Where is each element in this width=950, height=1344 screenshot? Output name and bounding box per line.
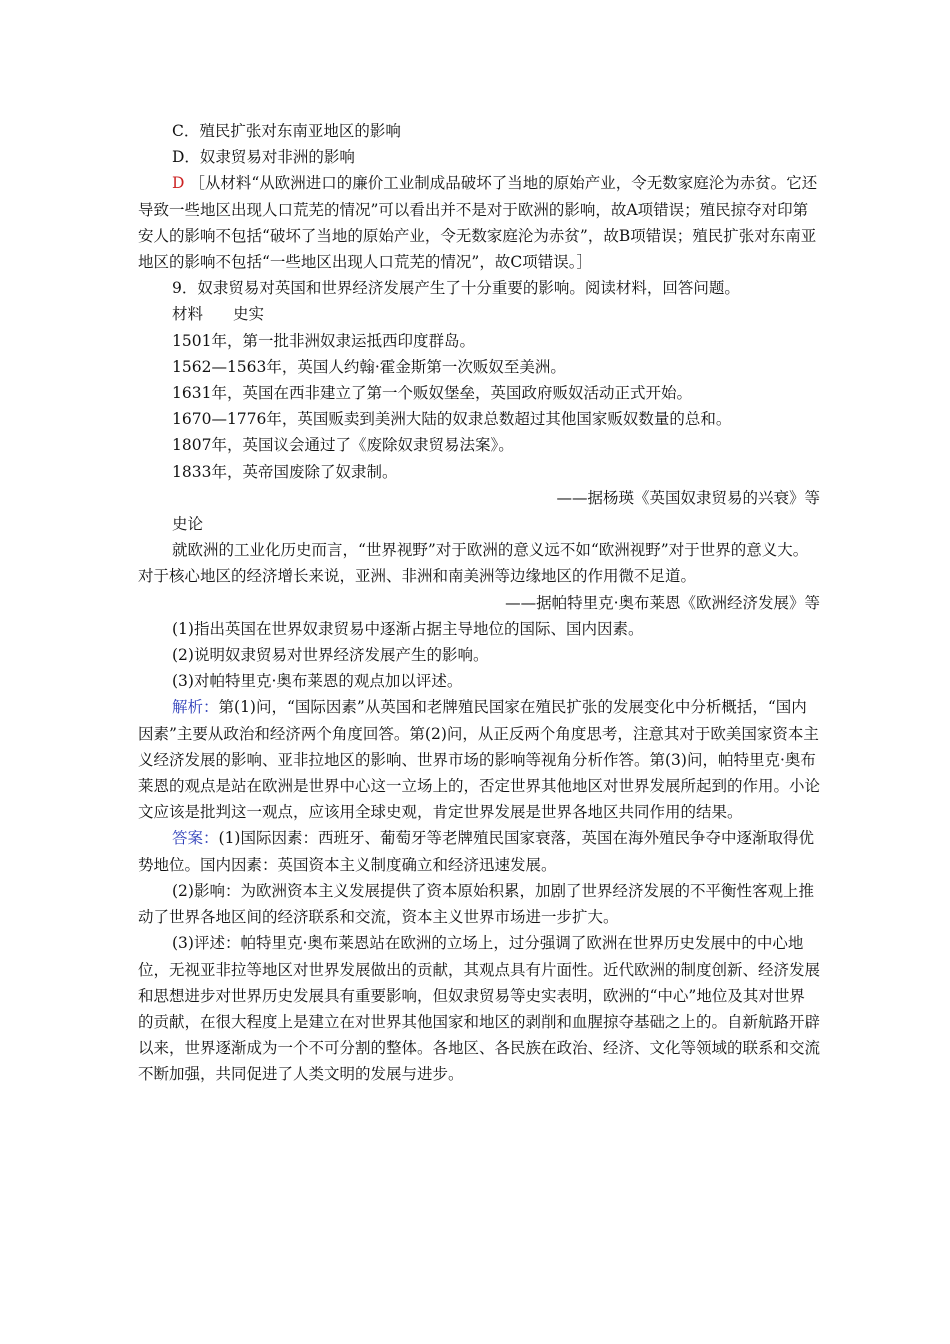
fact-item: 1670—1776年，英国贩卖到美洲大陆的奴隶总数超过其他国家贩奴数量的总和。 (172, 410, 732, 429)
opinion-label: 史论 (172, 515, 204, 534)
facts-label: 史实 (233, 305, 265, 324)
option-d: D．奴隶贸易对非洲的影响 (172, 148, 355, 167)
analysis-label: 解析： (172, 698, 219, 717)
facts-source: ——据杨瑛《英国奴隶贸易的兴衰》等 (556, 488, 820, 507)
q8-explanation-text: ［从材料“从欧洲进口的廉价工业制成品破坏了当地的原始产业，令无数家庭沦为赤贫。它还导致一些地区出现人口荒芜的情况”可以看出并不是对于欧洲的影响，故A项错误；殖民掠夺对印第安人的影响不包括“破坏了当地的原始产业，令无数家庭沦为赤贫”，故B项错误；殖民扩张对东南亚地区的影响不包括“一些地区出现人口荒芜的情况”，故C项错误。］ (138, 174, 818, 272)
q8-answer-letter: D (172, 174, 185, 193)
opinion-text: 就欧洲的工业化历史而言，“世界视野”对于欧洲的意义远不如“欧洲视野”对于世界的意义大。对于核心地区的经济增长来说，亚洲、非洲和南美洲等边缘地区的作用微不足道。 (138, 541, 809, 586)
fact-item: 1833年，英帝国废除了奴隶制。 (172, 462, 398, 481)
answer-paragraph-1 (138, 825, 820, 877)
answer-paragraph-3: (3)评述：帕特里克·奥布莱恩站在欧洲的立场上，过分强调了欧洲在世界历史发展中的中心地位，无视亚非拉等地区对世界发展做出的贡献，其观点具有片面性。近代欧洲的制度创新、经济发展和思想进步对世界历史发展具有重要影响，但奴隶贸易等史实表明，欧洲的“中心”地位及其对世界的贡献，在很大程度上是建立在对世界其他国家和地区的剥削和血腥掠夺基础之上的。自新航路开辟以来，世界逐渐成为一个不可分割的整体。各地区、各民族在政治、经济、文化等领域的联系和交流不断加强，共同促进了人类文明的发展与进步。 (138, 934, 821, 1084)
fact-item: 1562—1563年，英国人约翰·霍金斯第一次贩奴至美洲。 (172, 357, 566, 376)
sub-question-3: (3)对帕特里克·奥布莱恩的观点加以评述。 (172, 672, 463, 691)
sub-question-1: (1)指出英国在世界奴隶贸易中逐渐占据主导地位的国际、国内因素。 (172, 619, 644, 638)
q9-stem: 9．奴隶贸易对英国和世界经济发展产生了十分重要的影响。阅读材料，回答问题。 (172, 279, 740, 298)
material-label: 材料 (172, 305, 204, 324)
option-c: C．殖民扩张对东南亚地区的影响 (172, 122, 401, 140)
fact-item: 1501年，第一批非洲奴隶运抵西印度群岛。 (172, 331, 475, 350)
material-header (138, 301, 820, 327)
document-body (138, 118, 820, 1088)
answer-paragraph-2: (2)影响：为欧洲资本主义发展提供了资本原始积累，加剧了世界经济发展的不平衡性客观上推动了世界各地区间的经济联系和交流，资本主义世界市场进一步扩大。 (138, 881, 814, 927)
analysis-text: 第(1)问，“国际因素”从英国和老牌殖民国家在殖民扩张的发展变化中分析概括，“国内因素”主要从政治和经济两个角度回答。第(2)问，从正反两个角度思考，注意其对于欧美国家资本主义经济发展的影响、亚非拉地区的影响、世界市场的影响等视角分析作答。第(3)问，帕特里克·奥布莱恩的观点是站在欧洲是世界中心这一立场上的，否定世界其他地区对世界发展所起到的作用。小论文应该是批判这一观点，应该用全球史观，肯定世界发展是世界各地区共同作用的结果。 (138, 698, 821, 822)
sub-question-2: (2)说明奴隶贸易对世界经济发展产生的影响。 (172, 646, 489, 665)
answer-part-1: (1)国际因素：西班牙、葡萄牙等老牌殖民国家衰落，英国在海外殖民争夺中逐渐取得优势地位。国内因素：英国资本主义制度确立和经济迅速发展。 (138, 829, 814, 874)
fact-item: 1631年，英国在西非建立了第一个贩奴堡垒，英国政府贩奴活动正式开始。 (172, 384, 692, 403)
fact-item: 1807年，英国议会通过了《废除奴隶贸易法案》。 (172, 436, 514, 455)
q8-explanation (138, 170, 820, 275)
analysis-paragraph (138, 694, 820, 825)
answer-label: 答案： (172, 829, 219, 848)
opinion-source: ——据帕特里克·奥布莱恩《欧洲经济发展》等 (505, 593, 820, 612)
